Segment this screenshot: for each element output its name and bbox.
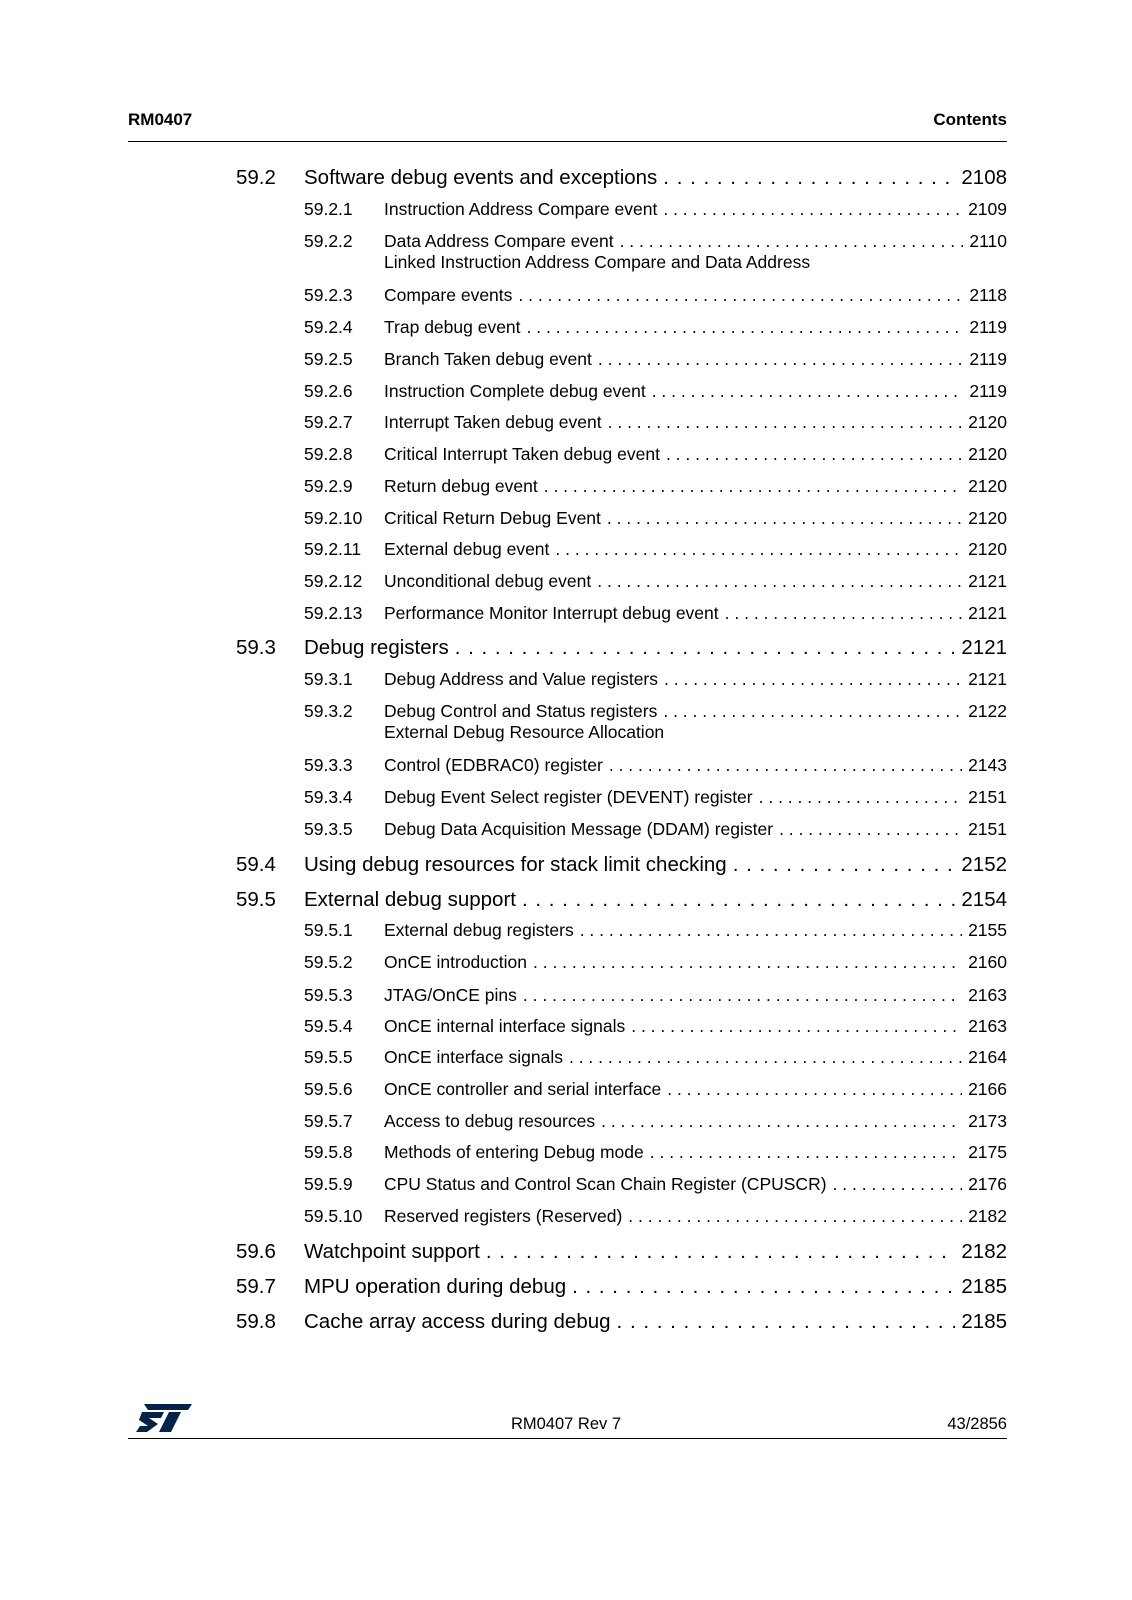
toc-dot-leader xyxy=(533,952,962,973)
toc-subsection-entry[interactable] xyxy=(236,1174,1007,1195)
toc-entry-page: 2120 xyxy=(968,508,1007,528)
toc-entry-title: Debug Event Select register (DEVENT) register xyxy=(384,787,753,807)
toc-subsection-entry[interactable] xyxy=(236,1047,1007,1068)
toc-entry-number: 59.6 xyxy=(236,1240,276,1263)
toc-entry-number: 59.2.13 xyxy=(304,603,363,623)
toc-entry-page: 2121 xyxy=(961,636,1007,659)
toc-dot-leader xyxy=(631,1016,962,1037)
toc-entry-title: External debug event xyxy=(384,539,550,559)
toc-dot-leader xyxy=(580,920,962,941)
toc-entry-title: Debug Address and Value registers xyxy=(384,669,659,689)
toc-entry-title: Cache array access during debug xyxy=(304,1310,611,1333)
toc-subsection-entry[interactable] xyxy=(236,317,1007,338)
toc-entry-page: 2164 xyxy=(968,1047,1007,1067)
toc-dot-leader xyxy=(664,669,962,690)
toc-section-entry[interactable] xyxy=(236,1240,1007,1264)
toc-subsection-entry[interactable] xyxy=(236,444,1007,465)
toc-dot-leader xyxy=(833,1174,963,1195)
toc-dot-leader xyxy=(555,539,962,560)
toc-entry-number: 59.3.1 xyxy=(304,669,353,689)
toc-entry-number: 59.2.6 xyxy=(304,381,353,401)
toc-subsection-entry[interactable] xyxy=(236,985,1007,1006)
toc-subsection-entry[interactable] xyxy=(236,508,1007,529)
toc-subsection-entry[interactable] xyxy=(236,539,1007,560)
toc-entry-number: 59.2.1 xyxy=(304,199,353,219)
toc-section-entry[interactable] xyxy=(236,1310,1007,1334)
toc-subsection-entry[interactable] xyxy=(236,199,1007,220)
toc-entry-title: Critical Return Debug Event xyxy=(384,508,601,528)
toc-entry-title: Data Address Compare event xyxy=(384,231,614,251)
toc-entry-title: MPU operation during debug xyxy=(304,1275,567,1298)
toc-dot-leader xyxy=(663,199,962,220)
toc-entry-number: 59.5.3 xyxy=(304,985,353,1005)
toc-entry-title: Watchpoint support xyxy=(304,1240,480,1263)
toc-entry-page: 2163 xyxy=(968,1016,1007,1036)
toc-entry-title: Software debug events and exceptions xyxy=(304,166,658,189)
toc-entry-page: 2121 xyxy=(968,571,1007,591)
toc-dot-leader xyxy=(779,819,962,840)
toc-subsection-entry[interactable] xyxy=(236,920,1007,941)
toc-entry-title: Return debug event xyxy=(384,476,538,496)
toc-entry-number: 59.2.3 xyxy=(304,285,353,305)
toc-entry-page: 2173 xyxy=(968,1111,1007,1131)
toc-subsection-entry[interactable] xyxy=(236,412,1007,433)
toc-subsection-entry[interactable] xyxy=(236,349,1007,370)
toc-dot-leader xyxy=(523,985,962,1006)
toc-entry-title-line1: Linked Instruction Address Compare and Data Address xyxy=(384,252,811,272)
toc-subsection-entry[interactable] xyxy=(236,603,1007,624)
toc-dot-leader xyxy=(609,755,962,776)
toc-entry-title: Debug Control and Status registers xyxy=(384,701,658,721)
toc-entry-title: OnCE controller and serial interface xyxy=(384,1079,662,1099)
toc-entry-number: 59.2.5 xyxy=(304,349,353,369)
toc-entry-title: Unconditional debug event xyxy=(384,571,592,591)
toc-subsection-entry[interactable] xyxy=(236,819,1007,840)
toc-entry-number: 59.5.1 xyxy=(304,920,353,940)
toc-subsection-entry[interactable] xyxy=(236,252,1007,306)
toc-entry-title: Critical Interrupt Taken debug event xyxy=(384,444,660,464)
toc-subsection-entry[interactable] xyxy=(236,1142,1007,1163)
toc-entry-page: 2166 xyxy=(968,1079,1007,1099)
toc-dot-leader xyxy=(650,1142,962,1163)
toc-entry-number: 59.5.2 xyxy=(304,952,353,972)
toc-entry-page: 2119 xyxy=(969,349,1007,369)
header-rule xyxy=(128,141,1007,142)
toc-entry-page: 2182 xyxy=(968,1206,1007,1226)
toc-dot-leader xyxy=(597,571,962,592)
toc-entry-number: 59.5 xyxy=(236,888,276,911)
toc-subsection-entry[interactable] xyxy=(236,1079,1007,1100)
toc-entry-page: 2151 xyxy=(968,819,1007,839)
toc-dot-leader xyxy=(628,1206,962,1227)
toc-entry-number: 59.5.4 xyxy=(304,1016,353,1036)
toc-section-entry[interactable] xyxy=(236,853,1007,877)
toc-entry-page: 2143 xyxy=(968,755,1007,775)
footer-page-number: 43/2856 xyxy=(947,1415,1007,1433)
toc-dot-leader xyxy=(601,1111,962,1132)
header-doc-id: RM0407 xyxy=(128,110,193,129)
toc-entry-page: 2119 xyxy=(969,317,1007,337)
toc-entry-number: 59.2.9 xyxy=(304,476,353,496)
toc-entry-title: Using debug resources for stack limit checking xyxy=(304,853,727,876)
toc-entry-number: 59.2.8 xyxy=(304,444,353,464)
toc-entry-page: 2121 xyxy=(968,603,1007,623)
toc-entry-page: 2121 xyxy=(968,669,1007,689)
toc-subsection-entry[interactable] xyxy=(236,952,1007,973)
toc-entry-number: 59.5.6 xyxy=(304,1079,353,1099)
toc-entry-number: 59.2.4 xyxy=(304,317,353,337)
toc-dot-leader xyxy=(518,285,963,306)
toc-entry-title: Control (EDBRAC0) register xyxy=(384,755,603,775)
footer-revision: RM0407 Rev 7 xyxy=(510,1415,622,1433)
toc-entry-page: 2118 xyxy=(969,285,1007,305)
toc-subsection-entry[interactable] xyxy=(236,722,1007,776)
toc-entry-number: 59.2.10 xyxy=(304,508,363,528)
toc-dot-leader xyxy=(569,1047,962,1068)
toc-entry-page: 2122 xyxy=(968,701,1007,721)
toc-dot-leader xyxy=(667,1079,962,1100)
footer-rule xyxy=(128,1438,1007,1439)
toc-entry-page: 2120 xyxy=(968,444,1007,464)
toc-entry-title: OnCE introduction xyxy=(384,952,527,972)
toc-entry-page: 2151 xyxy=(968,787,1007,807)
toc-section-entry[interactable] xyxy=(236,636,1007,660)
toc-subsection-entry[interactable] xyxy=(236,1016,1007,1037)
toc-entry-number: 59.7 xyxy=(236,1275,276,1298)
toc-entry-number: 59.2.11 xyxy=(304,539,362,559)
toc-dot-leader xyxy=(620,231,964,252)
toc-entry-title: Compare events xyxy=(384,285,513,305)
header-section: Contents xyxy=(933,110,1007,129)
toc-entry-title: Reserved registers (Reserved) xyxy=(384,1206,623,1226)
toc-dot-leader xyxy=(733,853,956,877)
toc-dot-leader xyxy=(522,888,955,912)
toc-dot-leader xyxy=(652,381,964,402)
toc-entry-title: Performance Monitor Interrupt debug event xyxy=(384,603,719,623)
toc-entry-number: 59.3 xyxy=(236,636,276,659)
toc-entry-title: Interrupt Taken debug event xyxy=(384,412,602,432)
toc-dot-leader xyxy=(486,1240,956,1264)
toc-section-entry[interactable] xyxy=(236,888,1007,912)
toc-entry-page: 2119 xyxy=(969,381,1007,401)
toc-entry-title: OnCE interface signals xyxy=(384,1047,563,1067)
toc-entry-page: 2160 xyxy=(968,952,1007,972)
toc-dot-leader xyxy=(572,1275,955,1299)
toc-entry-page: 2152 xyxy=(961,853,1007,876)
toc-subsection-entry[interactable] xyxy=(236,1111,1007,1132)
toc-entry-number: 59.8 xyxy=(236,1310,276,1333)
toc-entry-page: 2108 xyxy=(961,166,1007,189)
toc-dot-leader xyxy=(759,787,962,808)
toc-entry-number: 59.5.9 xyxy=(304,1174,353,1194)
toc-entry-title: External debug support xyxy=(304,888,516,911)
toc-subsection-entry[interactable] xyxy=(236,669,1007,690)
toc-section-entry[interactable] xyxy=(236,166,1007,190)
toc-dot-leader xyxy=(527,317,964,338)
toc-entry-number: 59.4 xyxy=(236,853,276,876)
toc-entry-title: Instruction Complete debug event xyxy=(384,381,646,401)
toc-entry-page: 2155 xyxy=(968,920,1007,940)
toc-section-entry[interactable] xyxy=(236,1275,1007,1299)
toc-entry-number: 59.2.7 xyxy=(304,412,353,432)
toc-entry-title: Debug Data Acquisition Message (DDAM) register xyxy=(384,819,774,839)
toc-subsection-entry[interactable] xyxy=(236,701,1007,722)
toc-entry-page: 2110 xyxy=(969,231,1007,251)
toc-entry-title: Trap debug event xyxy=(384,317,521,337)
toc-dot-leader xyxy=(608,412,962,433)
toc-entry-number: 59.2 xyxy=(236,166,276,189)
toc-dot-leader xyxy=(617,1310,956,1334)
toc-entry-page: 2176 xyxy=(968,1174,1007,1194)
toc-entry-page: 2185 xyxy=(961,1275,1007,1298)
toc-entry-title: Debug registers xyxy=(304,636,449,659)
toc-subsection-entry[interactable] xyxy=(236,1206,1007,1227)
toc-entry-number: 59.3.4 xyxy=(304,787,353,807)
toc-entry-page: 2109 xyxy=(968,199,1007,219)
toc-entry-title: External debug registers xyxy=(384,920,574,940)
toc-entry-title-line1: External Debug Resource Allocation xyxy=(384,722,665,742)
toc-entry-number: 59.5.7 xyxy=(304,1111,353,1131)
toc-entry-page: 2120 xyxy=(968,412,1007,432)
toc-entry-number: 59.5.5 xyxy=(304,1047,353,1067)
toc-entry-number: 59.3.2 xyxy=(304,701,353,721)
toc-entry-page: 2185 xyxy=(961,1310,1007,1333)
toc-entry-page: 2120 xyxy=(968,476,1007,496)
toc-entry-title: Access to debug resources xyxy=(384,1111,596,1131)
toc-dot-leader xyxy=(663,166,955,190)
toc-subsection-entry[interactable] xyxy=(236,571,1007,592)
toc-entry-number: 59.2.12 xyxy=(304,571,363,591)
toc-entry-page: 2120 xyxy=(968,539,1007,559)
toc-entry-title: CPU Status and Control Scan Chain Register (CPUSCR) xyxy=(384,1174,827,1194)
toc-dot-leader xyxy=(666,444,962,465)
toc-dot-leader xyxy=(725,603,962,624)
toc-entry-number: 59.3.5 xyxy=(304,819,353,839)
toc-entry-page: 2182 xyxy=(961,1240,1007,1263)
toc-entry-page: 2175 xyxy=(968,1142,1007,1162)
toc-dot-leader xyxy=(607,508,962,529)
toc-subsection-entry[interactable] xyxy=(236,787,1007,808)
toc-entry-number: 59.3.3 xyxy=(304,755,353,775)
toc-dot-leader xyxy=(544,476,962,497)
toc-dot-leader xyxy=(598,349,963,370)
toc-entry-title: OnCE internal interface signals xyxy=(384,1016,626,1036)
toc-entry-number: 59.2.2 xyxy=(304,231,353,251)
toc-entry-title: JTAG/OnCE pins xyxy=(384,985,517,1005)
toc-subsection-entry[interactable] xyxy=(236,476,1007,497)
toc-entry-page: 2163 xyxy=(968,985,1007,1005)
toc-entry-page: 2154 xyxy=(961,888,1007,911)
toc-entry-number: 59.5.8 xyxy=(304,1142,353,1162)
toc-dot-leader xyxy=(663,701,962,722)
toc-subsection-entry[interactable] xyxy=(236,381,1007,402)
toc-entry-number: 59.5.10 xyxy=(304,1206,363,1226)
toc-dot-leader xyxy=(455,636,956,660)
toc-subsection-entry[interactable] xyxy=(236,231,1007,252)
toc-entry-title: Methods of entering Debug mode xyxy=(384,1142,644,1162)
toc-entry-title: Branch Taken debug event xyxy=(384,349,592,369)
toc-entry-title: Instruction Address Compare event xyxy=(384,199,658,219)
